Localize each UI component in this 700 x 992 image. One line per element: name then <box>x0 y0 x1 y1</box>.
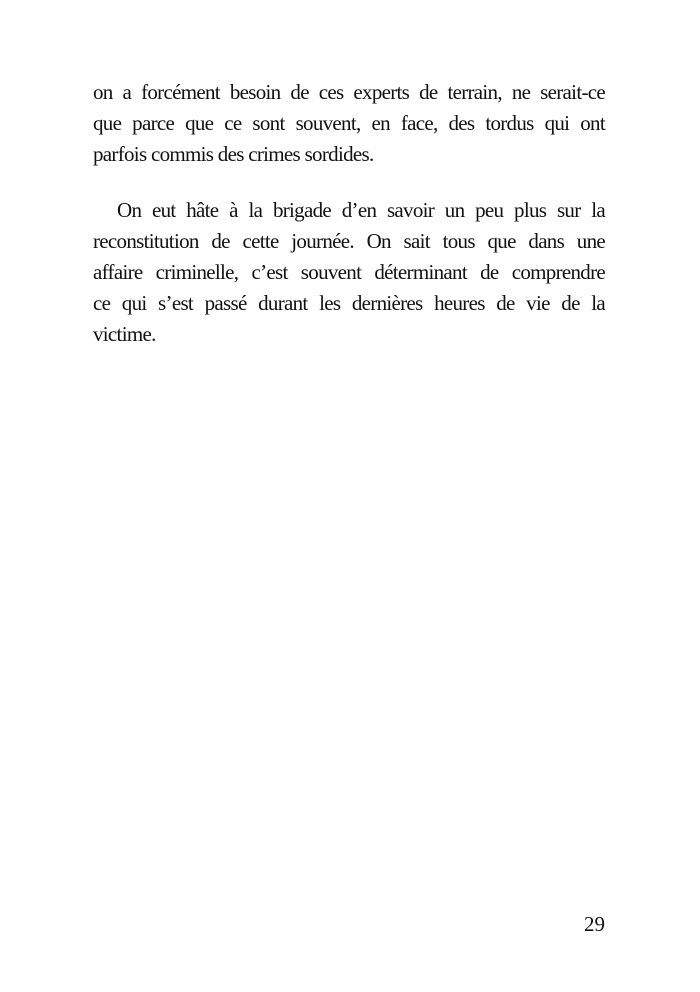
text-line: affaire criminelle, c’est souvent déterminant de comprendre <box>93 260 605 284</box>
text-line: on a forcément besoin de ces experts de terrain, ne serait-ce <box>93 80 605 104</box>
text-line: ce qui s’est passé durant les dernières heures de vie de la <box>93 291 605 315</box>
text-line: parfois commis des crimes sordides. <box>93 142 374 166</box>
text-line: que parce que ce sont souvent, en face, des tordus qui ont <box>93 111 605 135</box>
page-number: 29 <box>584 912 605 936</box>
text-line: reconstitution de cette journée. On sait tous que dans une <box>93 229 605 253</box>
text-line: On eut hâte à la brigade d’en savoir un peu plus sur la <box>117 198 605 222</box>
text-line: victime. <box>93 322 156 346</box>
